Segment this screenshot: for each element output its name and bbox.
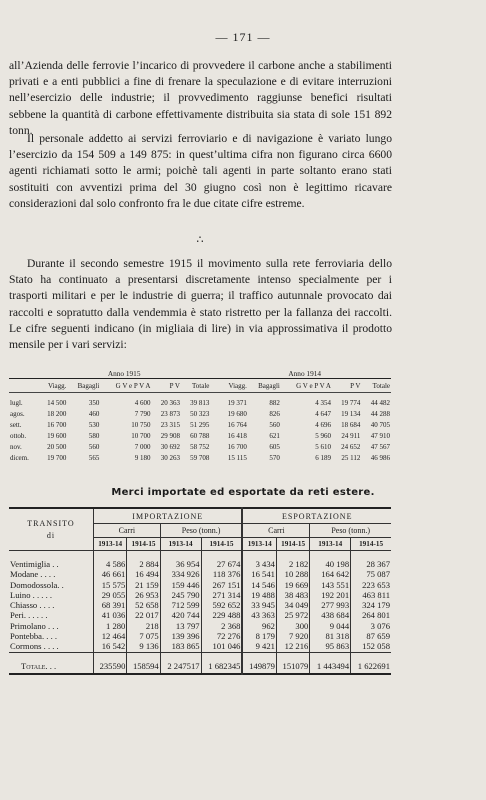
- transit-label: TRANSITO: [27, 518, 75, 528]
- value-cell: 52 658: [127, 600, 160, 610]
- value-cell: 570: [269, 453, 280, 462]
- transit-name: Domodossola. .: [10, 579, 64, 590]
- value-cell: 29 055: [94, 590, 127, 600]
- value-cell: 7 000: [134, 442, 151, 451]
- table-row: [9, 631, 391, 641]
- year-col: 1914-15: [276, 538, 309, 551]
- transit-name: Chiasso . . . .: [10, 600, 55, 611]
- total-row: [9, 652, 391, 674]
- value-cell: 33 945: [242, 600, 276, 610]
- value-cell: 24 652: [341, 442, 361, 451]
- year-col: 1914-15: [351, 538, 391, 551]
- value-cell: 7 920: [276, 631, 309, 641]
- value-cell: 826: [269, 409, 280, 418]
- value-cell: 9 180: [134, 453, 151, 462]
- table-row: [9, 551, 391, 570]
- value-cell: 26 953: [127, 590, 160, 600]
- table-row: [9, 621, 391, 631]
- value-cell: 530: [88, 420, 100, 429]
- export-carri-header: Carri: [242, 524, 309, 538]
- value-cell: 40 198: [310, 551, 351, 570]
- value-cell: 264 801: [351, 610, 391, 620]
- value-cell: 58 752: [190, 442, 210, 451]
- transit-name: Cormons . . . .: [10, 641, 59, 652]
- value-cell: 43 363: [242, 610, 276, 620]
- value-cell: 10 288: [276, 569, 309, 579]
- import-carri-header: Carri: [94, 524, 161, 538]
- total-value: 1 622691: [351, 652, 391, 674]
- value-cell: 882: [269, 398, 280, 407]
- value-cell: 16 494: [127, 569, 160, 579]
- value-cell: 24 911: [341, 431, 361, 440]
- transit-name: Luino . . . . .: [10, 589, 53, 600]
- total-value: 1 443494: [310, 652, 351, 674]
- transit-goods-table: [9, 507, 391, 675]
- value-cell: 38 483: [276, 590, 309, 600]
- value-cell: 16 418: [227, 431, 247, 440]
- total-value: 149879: [242, 652, 276, 674]
- col-viagg: Viagg.: [218, 379, 247, 393]
- value-cell: 19 488: [242, 590, 276, 600]
- value-cell: 7 790: [134, 409, 151, 418]
- value-cell: 350: [88, 398, 100, 407]
- page-number: — 171 —: [215, 30, 271, 44]
- total-value: 235590: [94, 652, 127, 674]
- value-cell: 16 700: [227, 442, 247, 451]
- value-cell: 44 288: [370, 409, 390, 418]
- table-row: [9, 580, 391, 590]
- value-cell: 15 575: [94, 580, 127, 590]
- value-cell: 229 488: [201, 610, 242, 620]
- paragraph-2: [9, 131, 392, 212]
- value-cell: 27 674: [201, 551, 242, 570]
- value-cell: 19 600: [47, 431, 67, 440]
- table-row: [9, 441, 391, 452]
- month-cell: sett.: [10, 420, 22, 429]
- value-cell: 300: [276, 621, 309, 631]
- value-cell: 5 960: [315, 431, 331, 440]
- value-cell: 50 323: [190, 409, 210, 418]
- total-value: 2 247517: [160, 652, 201, 674]
- value-cell: 192 201: [310, 590, 351, 600]
- value-cell: 81 318: [310, 631, 351, 641]
- value-cell: 621: [269, 431, 280, 440]
- value-cell: 463 811: [351, 590, 391, 600]
- transit-name: Pontebba. . . .: [10, 631, 58, 642]
- value-cell: 14 500: [47, 398, 67, 407]
- value-cell: 2 884: [127, 551, 160, 570]
- transit-name: Modane . . . .: [10, 569, 56, 580]
- value-cell: 44 482: [370, 398, 390, 407]
- table-row: [9, 452, 391, 463]
- monthly-revenue-table: [9, 368, 391, 463]
- table-row: [9, 641, 391, 652]
- year-col: 1913-14: [310, 538, 351, 551]
- value-cell: 12 464: [94, 631, 127, 641]
- value-cell: 47 567: [370, 442, 390, 451]
- value-cell: 60 788: [190, 431, 210, 440]
- value-cell: 9 136: [127, 641, 160, 652]
- value-cell: 605: [269, 442, 280, 451]
- table-row: [9, 590, 391, 600]
- value-cell: 18 200: [47, 409, 67, 418]
- month-cell: dicem.: [10, 453, 29, 462]
- total-label: Totale. . .: [9, 652, 94, 674]
- value-cell: 962: [242, 621, 276, 631]
- paragraph-1: all’Azienda delle ferrovie l’incarico di provvedere il carbone anche a stabilimenti privati e a enti pubblici a fine di frenare la speculazione e di evitare interruzioni nell’esercizio delle industrie; il provvedimento raggiunse benefici risultati sebbene la quantità di carbone effettivamente distribuita sia stata di sole 151 892 tonn.: [9, 59, 392, 137]
- export-header: ESPORTAZIONE: [242, 508, 391, 524]
- value-cell: 29 908: [160, 431, 180, 440]
- value-cell: 1 280: [94, 621, 127, 631]
- value-cell: 3 434: [242, 551, 276, 570]
- value-cell: 218: [127, 621, 160, 631]
- table-row: [9, 600, 391, 610]
- col-totale: Totale: [181, 379, 210, 393]
- value-cell: 3 076: [351, 621, 391, 631]
- value-cell: 18 684: [341, 420, 361, 429]
- month-cell: ottob.: [10, 431, 27, 440]
- col-viagg: Viagg.: [38, 379, 67, 393]
- value-cell: 16 764: [227, 420, 247, 429]
- value-cell: 10 700: [131, 431, 151, 440]
- value-cell: 592 652: [201, 600, 242, 610]
- value-cell: 15 115: [227, 453, 247, 462]
- value-cell: 460: [88, 409, 100, 418]
- import-header: IMPORTAZIONE: [94, 508, 243, 524]
- value-cell: 20 363: [160, 398, 180, 407]
- value-cell: 19 134: [341, 409, 361, 418]
- value-cell: 19 680: [227, 409, 247, 418]
- value-cell: 7 075: [127, 631, 160, 641]
- value-cell: 87 659: [351, 631, 391, 641]
- total-value: 158594: [127, 652, 160, 674]
- value-cell: 59 708: [190, 453, 210, 462]
- year-b-label: Anno 1914: [288, 368, 322, 378]
- value-cell: 4 600: [134, 398, 151, 407]
- value-cell: 9 044: [310, 621, 351, 631]
- value-cell: 101 046: [201, 641, 242, 652]
- value-cell: 183 865: [160, 641, 201, 652]
- value-cell: 19 774: [341, 398, 361, 407]
- value-cell: 23 873: [160, 409, 180, 418]
- table-row: [9, 419, 391, 430]
- table-row: [9, 430, 391, 441]
- year-col: 1913-14: [242, 538, 276, 551]
- value-cell: 438 684: [310, 610, 351, 620]
- value-cell: 23 315: [160, 420, 180, 429]
- value-cell: 139 396: [160, 631, 201, 641]
- year-col: 1914-15: [127, 538, 160, 551]
- value-cell: 2 182: [276, 551, 309, 570]
- value-cell: 5 610: [315, 442, 331, 451]
- value-cell: 4 696: [315, 420, 331, 429]
- year-header-row: [9, 368, 391, 379]
- value-cell: 420 744: [160, 610, 201, 620]
- value-cell: 47 910: [370, 431, 390, 440]
- year-col: 1914-15: [201, 538, 242, 551]
- col-pv: P V: [151, 379, 180, 393]
- value-cell: 28 367: [351, 551, 391, 570]
- value-cell: 36 954: [160, 551, 201, 570]
- paragraph-2-text: Il personale addetto ai servizi ferroviario e di navigazione è variato lungo l’esercizio da 154 509 a 149 875: in quest’ultima cifra non figurano circa 6600 agenti richiamati sotto le armi; poichè tali agenti in parte soltanto erano stati sostituiti con avventizi prima del 30 giugno così non è legittimo ricavare considerazioni dal solo confronto fra le due citate cifre estreme.: [9, 132, 392, 210]
- value-cell: 159 446: [160, 580, 201, 590]
- value-cell: 95 863: [310, 641, 351, 652]
- total-value: 1 682345: [201, 652, 242, 674]
- value-cell: 324 179: [351, 600, 391, 610]
- value-cell: 41 036: [94, 610, 127, 620]
- value-cell: 16 542: [94, 641, 127, 652]
- transit-name: Peri. . . . . .: [10, 610, 48, 621]
- transit-name: Primolano . . .: [10, 620, 59, 631]
- year-col: 1913-14: [94, 538, 127, 551]
- value-cell: 565: [88, 453, 100, 462]
- value-cell: 164 642: [310, 569, 351, 579]
- value-cell: 20 500: [47, 442, 67, 451]
- value-cell: 34 049: [276, 600, 309, 610]
- transit-header: [9, 508, 94, 551]
- value-cell: 46 661: [94, 569, 127, 579]
- value-cell: 8 179: [242, 631, 276, 641]
- value-cell: 19 371: [227, 398, 247, 407]
- value-cell: 21 159: [127, 580, 160, 590]
- value-cell: 560: [88, 442, 100, 451]
- year-col: 1913-14: [160, 538, 201, 551]
- table-row: [9, 569, 391, 579]
- value-cell: 39 813: [190, 398, 210, 407]
- value-cell: 13 797: [160, 621, 201, 631]
- value-cell: 271 314: [201, 590, 242, 600]
- col-totale: Totale: [361, 379, 391, 393]
- value-cell: 4 586: [94, 551, 127, 570]
- value-cell: 560: [269, 420, 280, 429]
- value-cell: 223 653: [351, 580, 391, 590]
- value-cell: 19 700: [47, 453, 67, 462]
- import-peso-header: Peso (tonn.): [160, 524, 242, 538]
- value-cell: 19 669: [276, 580, 309, 590]
- table-row: [9, 610, 391, 620]
- table-row: [9, 408, 391, 419]
- value-cell: 72 276: [201, 631, 242, 641]
- value-cell: 118 376: [201, 569, 242, 579]
- export-peso-header: Peso (tonn.): [310, 524, 391, 538]
- value-cell: 334 926: [160, 569, 201, 579]
- transit-name: Ventimiglia . .: [10, 559, 59, 569]
- value-cell: 16 541: [242, 569, 276, 579]
- value-cell: 16 700: [47, 420, 67, 429]
- value-cell: 30 692: [160, 442, 180, 451]
- value-cell: 6 189: [315, 453, 331, 462]
- month-cell: agos.: [10, 409, 25, 418]
- value-cell: 9 421: [242, 641, 276, 652]
- col-bagagli: Bagagli: [67, 379, 100, 393]
- total-value: 151079: [276, 652, 309, 674]
- value-cell: 712 599: [160, 600, 201, 610]
- month-cell: lugl.: [10, 398, 23, 407]
- value-cell: 4 354: [315, 398, 331, 407]
- value-cell: 143 551: [310, 580, 351, 590]
- value-cell: 68 391: [94, 600, 127, 610]
- monthly-rows: [9, 393, 391, 464]
- value-cell: 4 647: [315, 409, 331, 418]
- paragraph-3: [9, 256, 392, 353]
- year-a-label: Anno 1915: [107, 368, 141, 378]
- value-cell: 22 017: [127, 610, 160, 620]
- value-cell: 25 972: [276, 610, 309, 620]
- col-pv: P V: [332, 379, 361, 393]
- transit-table-title: Merci importate ed esportate da reti estere.: [111, 487, 375, 498]
- value-cell: 40 705: [370, 420, 390, 429]
- month-cell: nov.: [10, 442, 22, 451]
- value-cell: 152 058: [351, 641, 391, 652]
- value-cell: 267 151: [201, 580, 242, 590]
- value-cell: 277 993: [310, 600, 351, 610]
- col-bagagli: Bagagli: [248, 379, 281, 393]
- value-cell: 2 368: [201, 621, 242, 631]
- column-header-row: [9, 379, 391, 393]
- value-cell: 75 087: [351, 569, 391, 579]
- col-gvpva: G V e P V A: [281, 379, 332, 393]
- transit-rows: [9, 551, 391, 674]
- value-cell: 46 986: [370, 453, 390, 462]
- paragraph-3-text: Durante il secondo semestre 1915 il movimento sulla rete ferroviaria dello Stato ha continuato a presentarsi discretamente intenso specialmente per i trasporti militari e per le industrie di guerra; il traffico autunnale provocato dai raccolti e sopratutto dalla vendemmia è stato ristretto per la fallanza dei raccolti. Le cifre seguenti indicano (in migliaia di lire) in via approssimativa il prodotto mensile per i vari servizi:: [9, 257, 392, 352]
- separator-asterism: ∴: [196, 234, 204, 246]
- value-cell: 245 790: [160, 590, 201, 600]
- value-cell: 10 750: [131, 420, 151, 429]
- value-cell: 51 295: [190, 420, 210, 429]
- table-row: [9, 393, 391, 409]
- value-cell: 30 263: [160, 453, 180, 462]
- transit-di-label: di: [46, 530, 56, 540]
- value-cell: 12 216: [276, 641, 309, 652]
- value-cell: 25 112: [341, 453, 361, 462]
- col-gvpva: G V e P V A: [100, 379, 151, 393]
- value-cell: 580: [88, 431, 100, 440]
- value-cell: 14 546: [242, 580, 276, 590]
